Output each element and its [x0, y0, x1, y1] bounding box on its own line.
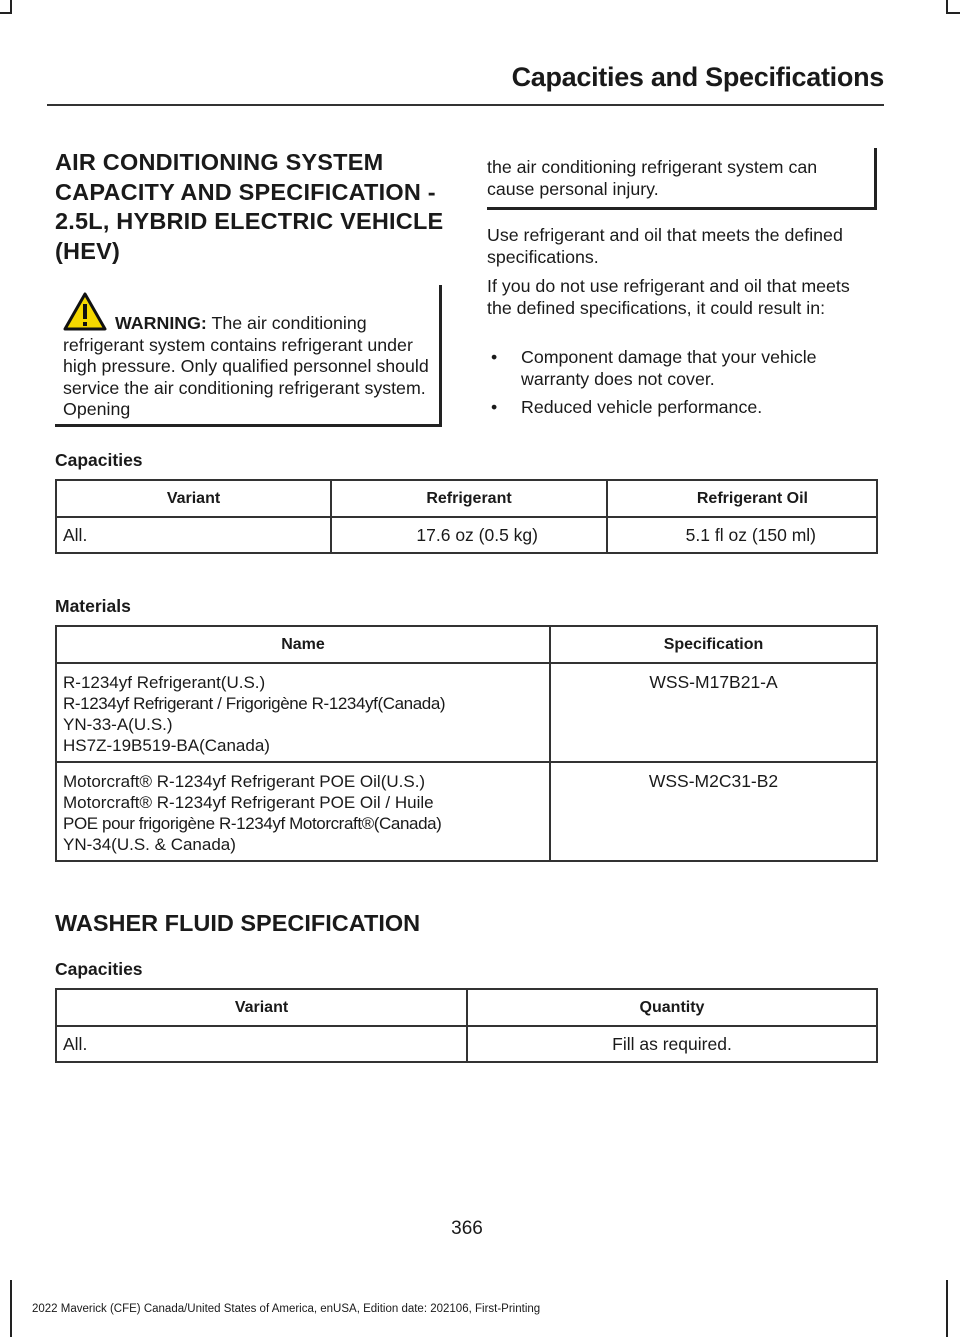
table-cell: All.	[56, 1026, 467, 1062]
table-cell	[56, 663, 550, 762]
column-header: Refrigerant Oil	[607, 480, 877, 517]
list-item	[487, 347, 879, 391]
table-cell: 17.6 oz (0.5 kg)	[331, 517, 607, 553]
paragraph-consequence: If you do not use refrigerant and oil that meets the defined specifications, it could result in:	[487, 276, 850, 318]
header-divider	[47, 104, 884, 106]
bullet-mark: •	[491, 397, 498, 417]
column-header: Refrigerant	[331, 480, 607, 517]
column-header: Quantity	[467, 989, 877, 1026]
materials-table	[55, 625, 878, 862]
crop-mark	[0, 12, 12, 14]
bullet-text: Reduced vehicle performance.	[521, 397, 763, 417]
edition-footer: 2022 Maverick (CFE) Canada/United States of America, enUSA, Edition date: 202106, First-Printing	[32, 1303, 541, 1315]
table-cell: WSS-M2C31-B2	[550, 762, 877, 861]
column-header: Variant	[56, 989, 467, 1026]
table-row	[56, 1026, 877, 1062]
table-header-row	[56, 626, 877, 663]
materials-label: Materials	[55, 596, 131, 616]
crop-mark	[10, 1280, 12, 1337]
capacities-table	[55, 479, 878, 554]
section-heading-washer: WASHER FLUID SPECIFICATION	[55, 910, 421, 936]
material-name-line: YN-34(U.S. & Canada)	[63, 835, 236, 854]
table-header-row	[56, 480, 877, 517]
paragraph-specs: Use refrigerant and oil that meets the defined specifications.	[487, 225, 843, 267]
crop-mark	[946, 1280, 948, 1337]
bullet-text: Component damage that your vehicle warranty does not cover.	[521, 347, 817, 389]
section-heading-ac: AIR CONDITIONING SYSTEM CAPACITY AND SPECIFICATION - 2.5L, HYBRID ELECTRIC VEHICLE (HEV)	[55, 149, 444, 264]
warning-body: The air conditioning refrigerant system contains refrigerant under high pressure. Only qualified personnel should service the air conditioning refrigerant system. Opening	[63, 313, 429, 420]
material-name-line: Motorcraft® R-1234yf Refrigerant POE Oil / Huile	[63, 793, 434, 812]
column-header: Name	[56, 626, 550, 663]
table-cell: 5.1 fl oz (150 ml)	[607, 517, 877, 553]
warning-text	[63, 313, 441, 421]
bullet-mark: •	[491, 347, 498, 367]
table-cell	[56, 762, 550, 861]
crop-mark	[946, 12, 960, 14]
material-name-line: R-1234yf Refrigerant(U.S.)	[63, 673, 266, 692]
list-item	[487, 397, 879, 419]
material-name-line: POE pour frigorigène R-1234yf Motorcraft®(Canada)	[63, 814, 442, 833]
table-cell: All.	[56, 517, 331, 553]
material-name-line: Motorcraft® R-1234yf Refrigerant POE Oil(U.S.)	[63, 772, 426, 791]
table-header-row	[56, 989, 877, 1026]
page-header-title: Capacities and Specifications	[511, 62, 884, 92]
column-header: Variant	[56, 480, 331, 517]
material-name-line: YN-33-A(U.S.)	[63, 715, 173, 734]
page-number: 366	[451, 1218, 483, 1239]
table-cell: WSS-M17B21-A	[550, 663, 877, 762]
washer-capacities-label: Capacities	[55, 959, 143, 979]
table-row	[56, 517, 877, 553]
table-cell: Fill as required.	[467, 1026, 877, 1062]
material-name-line: R-1234yf Refrigerant / Frigorigène R-1234yf(Canada)	[63, 694, 446, 713]
table-row	[56, 762, 877, 861]
warning-text-continued: the air conditioning refrigerant system can cause personal injury.	[487, 157, 818, 199]
capacities-label: Capacities	[55, 450, 143, 470]
column-header: Specification	[550, 626, 877, 663]
warning-label: WARNING:	[115, 313, 207, 333]
table-row	[56, 663, 877, 762]
material-name-line: HS7Z-19B519-BA(Canada)	[63, 736, 270, 755]
washer-capacities-table	[55, 988, 878, 1063]
